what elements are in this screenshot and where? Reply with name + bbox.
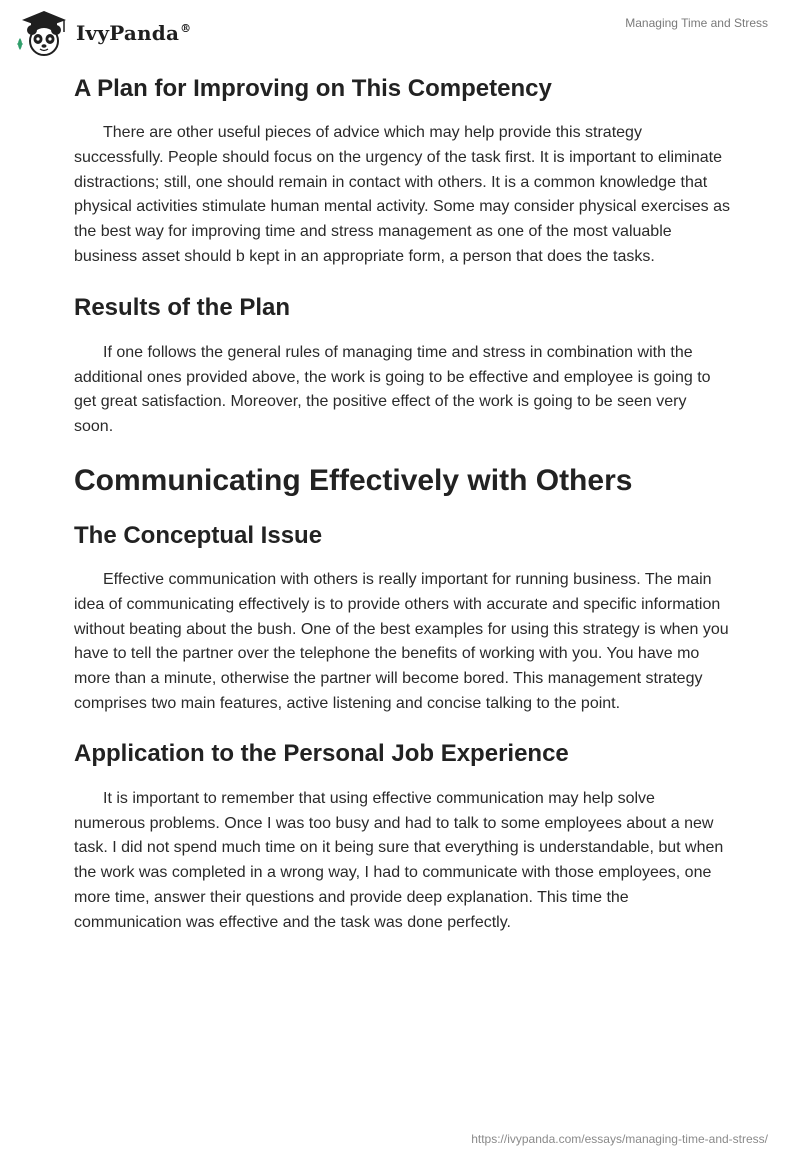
heading-plan: A Plan for Improving on This Competency xyxy=(74,75,552,102)
paragraph-conceptual-issue: Effective communication with others is really important for running business. The main idea of communicating effectively is to provide others with accurate and specific information without beating about the bush. One of the best examples for using this strategy is when you have to tell the partner over the telephone the benefits of working with you. You have mo more than a minute, otherwise the partner will become bored. This management strategy comprises two main features, active listening and concise talking to the point. xyxy=(74,570,729,712)
registered-mark: ® xyxy=(180,22,192,36)
brand-name: IvyPanda® xyxy=(76,21,192,45)
heading-results: Results of the Plan xyxy=(74,293,291,321)
paragraph-plan: There are other useful pieces of advice which may help provide this strategy successfully. People should focus on the urgency of the task first. It is important to eliminate distractions; still, one should remain in contact with others. It is a common knowledge that physical activities stimulate human mental activity. Some may consider physical exercises as the best way for improving time and stress management as one of the most valuable business asset should b kept in an appropriate form, a person that does the tasks. xyxy=(74,124,730,265)
paragraph-application: It is important to remember that using effective communication may help solve numerous problems. Once I was too busy and had to talk to some employees about a new task. I did not spend much time on it being sure that everything is understandable, but when the work was completed in a wrong way, I had to communicate with those employees, one more time, answer their questions and provide deep explanation. This time the communication was effective and the task was done perfectly. xyxy=(74,789,724,931)
page-header xyxy=(0,0,800,64)
essay-content xyxy=(74,70,730,936)
panda-graduation-cap-icon xyxy=(14,8,70,58)
heading-communicating: Communicating Effectively with Others xyxy=(74,463,633,497)
document-title: Managing Time and Stress xyxy=(625,16,768,30)
source-url[interactable]: https://ivypanda.com/essays/managing-time-and-stress/ xyxy=(471,1132,768,1146)
paragraph-results: If one follows the general rules of managing time and stress in combination with the additional ones provided above, the work is going to be effective and employee is going to get great satisfaction. Moreover, the positive effect of the work is going to be seen very soon. xyxy=(74,343,711,436)
heading-application: Application to the Personal Job Experience xyxy=(74,739,569,767)
heading-conceptual-issue: The Conceptual Issue xyxy=(74,521,323,549)
ivypanda-logo[interactable] xyxy=(14,8,191,58)
